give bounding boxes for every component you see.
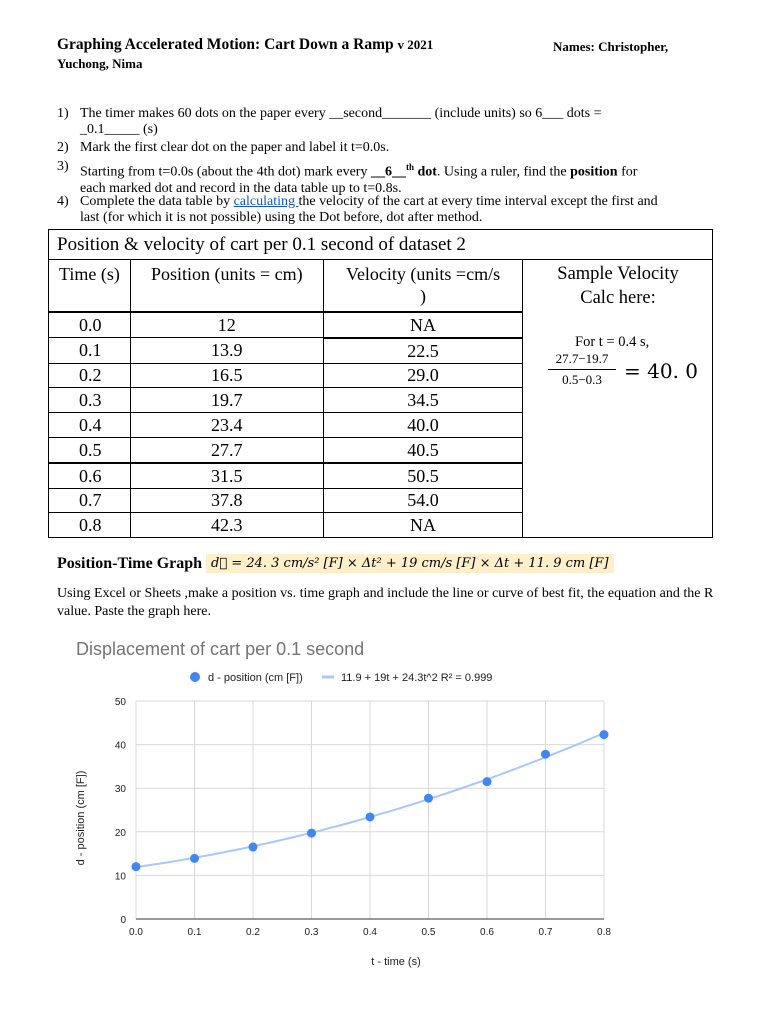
graph-section-header [57,550,614,577]
x-tick-label: 0.4 [363,927,377,938]
data-point [424,794,433,803]
step-text-cont: last (for which it is not possible) using the Dot before, dot after method. [80,210,483,225]
header-time: Time (s) [49,260,131,313]
legend-label-points: d - position (cm [F]) [208,672,303,684]
data-point [307,829,316,838]
cell-time: 0.8 [49,513,131,538]
cell-position: 13.9 [130,338,323,363]
step-text: for [617,164,638,180]
step-text: the velocity of the cart at every time interval except the first and [298,194,658,209]
legend-label-trend: 11.9 + 19t + 24.3t^2 R² = 0.999 [341,672,493,684]
step-number: 1) [57,106,69,121]
plot-area [115,697,612,938]
step-bold: dot [413,164,437,180]
step-text: Complete the data table by [80,194,234,209]
data-point [483,777,492,786]
fraction-numerator: 27.7−19.7 [555,351,609,366]
displacement-chart [60,630,690,980]
step-bold: position [570,164,618,180]
data-point [366,812,375,821]
cell-time: 0.5 [49,437,131,462]
fraction-denominator: 0.5−0.3 [562,372,602,387]
calculating-link[interactable]: calculating [233,194,299,209]
data-point [249,843,258,852]
cell-position: 23.4 [130,413,323,438]
data-point [600,730,609,739]
x-axis-label: t - time (s) [371,956,421,968]
cell-velocity: 22.5 [323,338,523,363]
cell-time: 0.4 [49,413,131,438]
header-velocity-a: Velocity (units =cm/s [345,264,501,284]
cell-time: 0.7 [49,488,131,513]
best-fit-equation: d⃗ = 24. 3 cm/s² [F] × Δt² + 19 cm/s [F] × Δt + 11. 9 cm [F] [206,554,613,573]
cell-time: 0.3 [49,388,131,413]
names-line1: Names: Christopher, [553,39,669,54]
sample-heading-a: Sample Velocity [557,264,679,284]
y-axis-label: d - position (cm [F]) [75,770,87,866]
y-tick-label: 20 [114,827,126,839]
step-number: 3) [57,159,69,174]
step-text: The timer makes 60 dots on the paper every __second_______ (include units) so 6___ dots = [80,106,602,121]
x-tick-label: 0.7 [538,927,553,938]
step-sup: th [405,162,414,172]
cell-velocity: NA [323,513,523,538]
step-blank: __6__ [370,164,406,180]
header-velocity [323,260,523,313]
cell-velocity: 54.0 [323,488,523,513]
cell-position: 42.3 [130,513,323,538]
y-tick-label: 10 [114,871,126,883]
sample-heading-b: Calc here: [580,288,656,308]
cell-velocity: NA [323,312,523,338]
cell-time: 0.0 [49,312,131,338]
header-position: Position (units = cm) [130,260,323,313]
table-caption: Position & velocity of cart per 0.1 second of dataset 2 [49,230,713,260]
y-tick-label: 50 [114,697,126,708]
step-text-cont: each marked dot and record in the data table up to t=0.8s. [80,180,402,196]
x-tick-label: 0.8 [597,927,611,938]
x-tick-label: 0.2 [246,927,260,938]
sample-result: = 40. 0 [624,359,699,383]
x-tick-label: 0.0 [129,927,143,938]
data-point [132,862,141,871]
cell-time: 0.6 [49,463,131,488]
step-text-cont: _0.1_____ (s) [80,122,158,137]
cell-velocity: 34.5 [323,388,523,413]
step-number: 4) [57,194,69,209]
step-text: Starting from t=0.0s (about the 4th dot) mark every [80,164,371,180]
y-tick-label: 0 [120,915,126,926]
cell-velocity: 50.5 [323,463,523,488]
document-title [57,36,433,54]
sample-fraction [548,351,616,388]
version-label: v 2021 [397,37,434,52]
cell-position: 37.8 [130,488,323,513]
cell-position: 12 [130,312,323,338]
cell-position: 16.5 [130,363,323,388]
cell-velocity: 40.5 [323,437,523,462]
x-tick-label: 0.5 [421,927,436,938]
step-number: 2) [57,140,69,155]
x-tick-label: 0.3 [304,927,319,938]
y-tick-label: 40 [114,740,126,752]
fraction-bar [548,369,616,370]
sample-for-text: For t = 0.4 s, [575,334,650,350]
header-velocity-b: ) [420,286,426,306]
y-tick-label: 30 [114,784,126,796]
step-text: . Using a ruler, find the [436,164,571,180]
graph-section-label: Position-Time Graph [57,554,203,572]
cell-position: 27.7 [130,437,323,462]
data-point [190,854,199,863]
cell-time: 0.1 [49,338,131,363]
chart-legend [190,672,492,684]
step-text: Mark the first clear dot on the paper and label it t=0.0s. [80,140,390,155]
chart-title: Displacement of cart per 0.1 second [76,639,365,659]
cell-position: 31.5 [130,463,323,488]
title-text: Graphing Accelerated Motion: Cart Down a Ramp [57,36,394,53]
cell-velocity: 40.0 [323,413,523,438]
graph-instructions: Using Excel or Sheets ,make a position vs. time graph and include the line or curve of best fit, the equation and the R value. Paste the graph here. [57,586,714,619]
legend-marker-points [190,672,200,682]
cell-position: 19.7 [130,388,323,413]
sample-velocity-heading [524,262,712,310]
data-point [541,750,550,759]
x-tick-label: 0.1 [187,927,202,938]
x-tick-label: 0.6 [480,927,494,938]
cell-time: 0.2 [49,363,131,388]
names-line2: Yuchong, Nima [57,56,143,71]
cell-velocity: 29.0 [323,363,523,388]
